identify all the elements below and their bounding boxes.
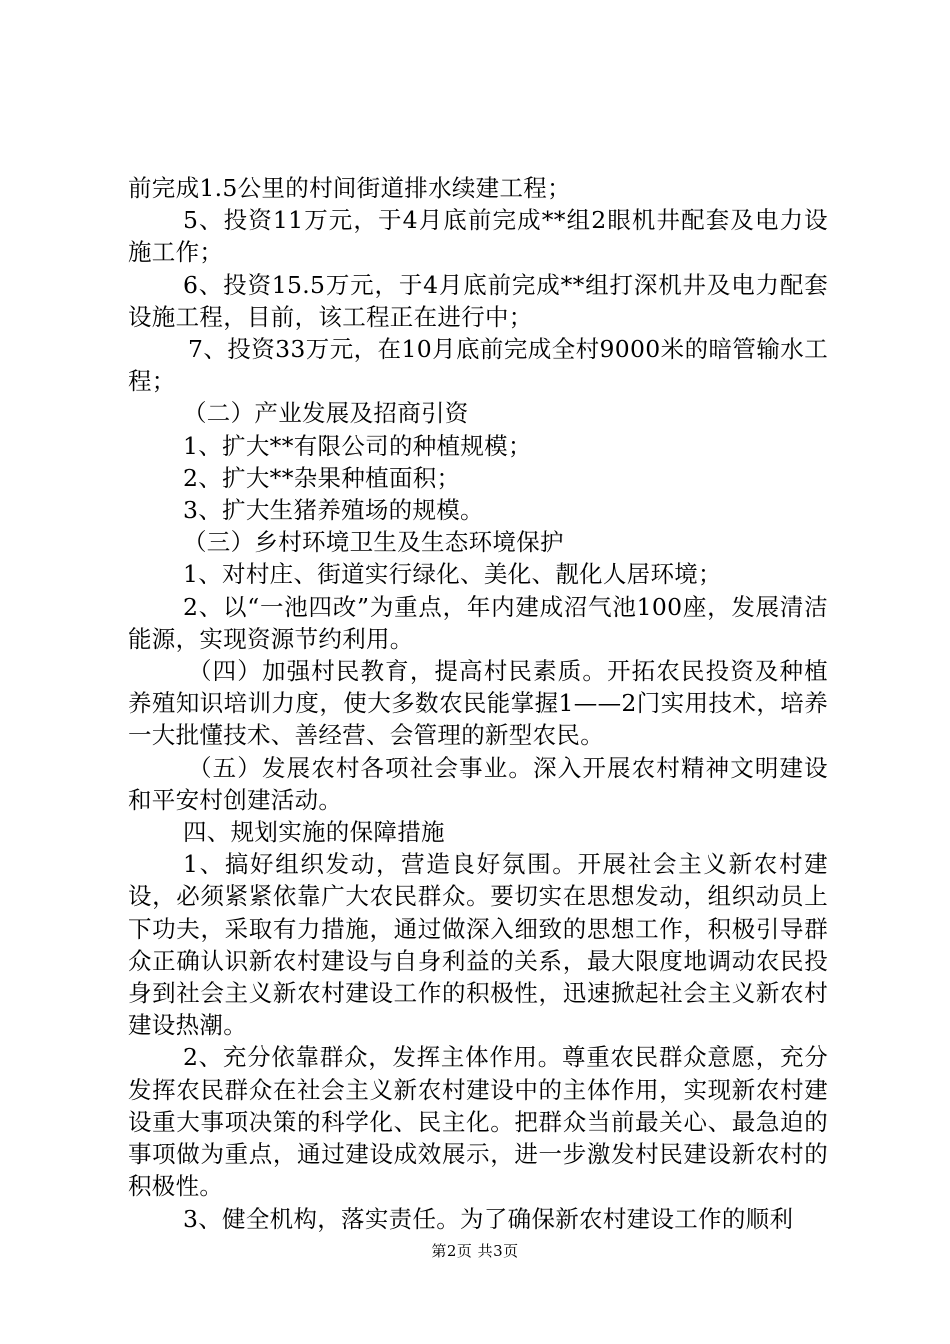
paragraph-industry-3: 3、扩大生猪养殖场的规模。 [183, 496, 484, 525]
section-heading-measures: 四、规划实施的保障措施 [183, 818, 445, 847]
section-heading-environment: （三）乡村环境卫生及生态环境保护 [183, 528, 564, 557]
paragraph-measures-3: 3、健全机构，落实责任。为了确保新农村建设工作的顺利 [183, 1204, 794, 1233]
paragraph-social-affairs: （五）发展农村各项社会事业。深入开展农村精神文明建设和平安村创建活动。 [128, 753, 828, 814]
paragraph-measures-1: 1、搞好组织发动，营造良好氛围。开展社会主义新农村建设，必须紧紧依靠广大农民群众。要切实在思想发动，组织动员上下功夫，采取有力措施，通过做深入细致的思想工作，积极引导群众正确认识新农村建设与自身利益的关系，最大限度地调动农民投身到社会主义新农村建设工作的积极性，迅速掀起社会主义新农村建设热潮。 [128, 850, 828, 1040]
paragraph-environment-1: 1、对村庄、街道实行绿化、美化、靓化人居环境； [183, 560, 722, 589]
paragraph-industry-1: 1、扩大**有限公司的种植规模； [183, 431, 532, 460]
paragraph-item-7: 7、投资33万元，在10月底前完成全村9000米的暗管输水工程； [128, 335, 828, 396]
paragraph-industry-2: 2、扩大**杂果种植面积； [183, 463, 461, 492]
document-body [128, 172, 828, 1235]
paragraph-item-6: 6、投资15.5万元，于4月底前完成**组打深机井及电力配套设施工程，目前，该工程正在进行中； [128, 270, 828, 331]
section-heading-industry: （二）产业发展及招商引资 [183, 399, 469, 428]
paragraph-measures-2: 2、充分依靠群众，发挥主体作用。尊重农民群众意愿，充分发挥农民群众在社会主义新农村建设中的主体作用，实现新农村建设重大事项决策的科学化、民主化。把群众当前最关心、最急迫的事项做为重点，通过建设成效展示，进一步激发村民建设新农村的积极性。 [128, 1043, 828, 1201]
paragraph-item-5: 5、投资11万元，于4月底前完成**组2眼机井配套及电力设施工作； [128, 206, 828, 267]
paragraph-continuation: 前完成1.5公里的村间街道排水续建工程； [128, 174, 571, 202]
paragraph-environment-2: 2、以“一池四改”为重点，年内建成沼气池100座，发展清洁能源，实现资源节约利用。 [128, 592, 828, 653]
page-footer: 第2页 共3页 [431, 1242, 519, 1260]
paragraph-education: （四）加强村民教育，提高村民素质。开拓农民投资及种植养殖知识培训力度，使大多数农民能掌握1——2门实用技术，培养一大批懂技术、善经营、会管理的新型农民。 [128, 657, 828, 750]
